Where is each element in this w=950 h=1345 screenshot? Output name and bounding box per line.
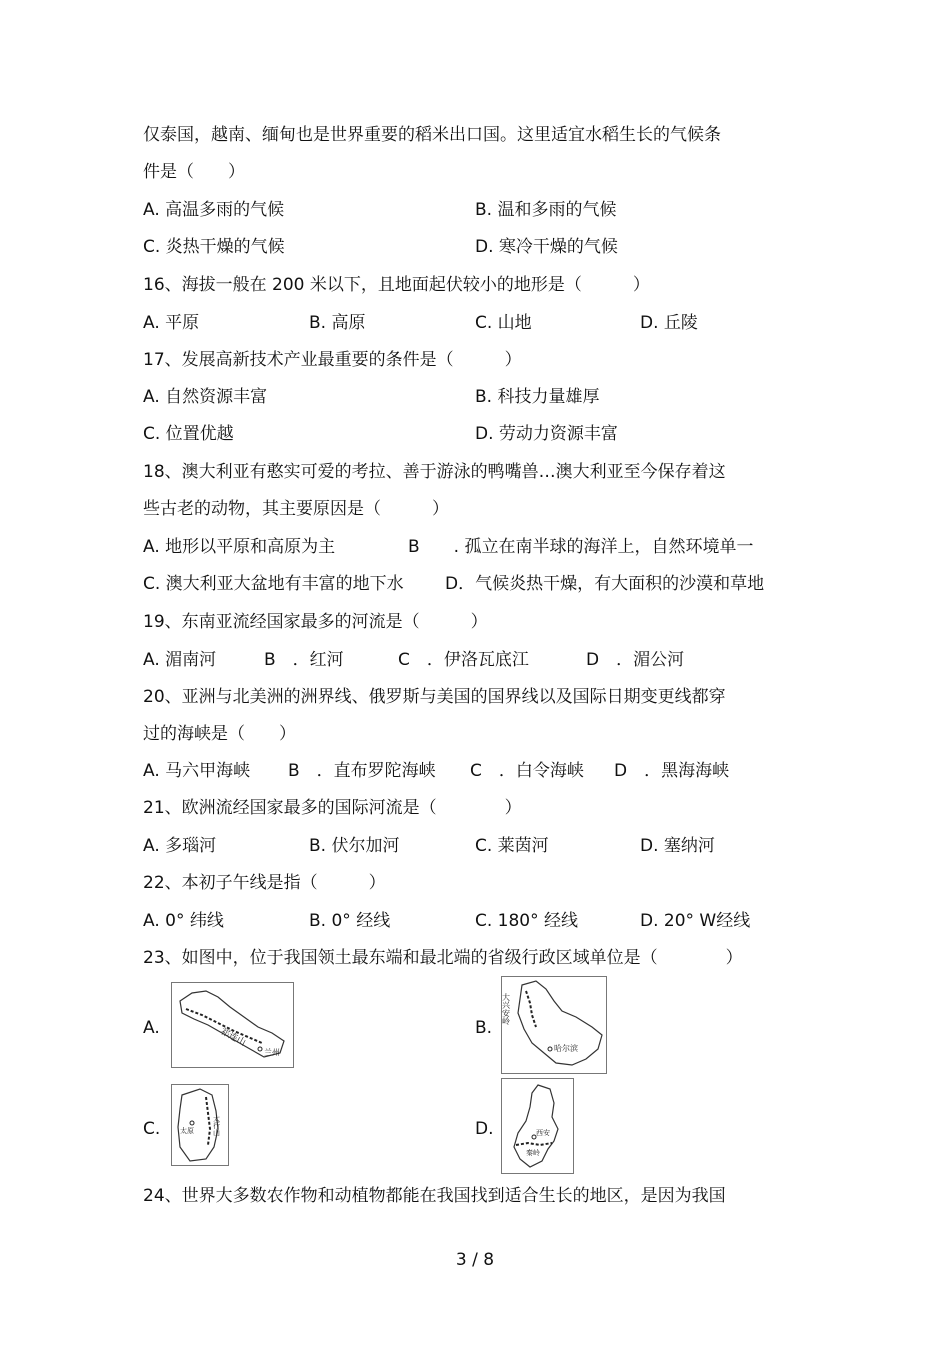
q18-option-b: B . 孤立在南半球的海洋上，自然环境单一 [408, 537, 754, 557]
q22-option-b: B. 0° 经线 [309, 911, 391, 931]
map-d-city-label: 西安 [536, 1130, 550, 1137]
q19-stem: 19、东南亚流经国家最多的河流是（ ） [143, 612, 488, 632]
q18-option-d: D．气候炎热干燥，有大面积的沙漠和草地 [445, 574, 765, 594]
q16-option-b: B. 高原 [309, 313, 366, 333]
q19-option-a: A. 湄南河 [143, 650, 217, 670]
q20-option-a: A. 马六甲海峡 [143, 761, 251, 781]
q17-option-d: D. 劳动力资源丰富 [475, 424, 618, 444]
q21-stem: 21、欧洲流经国家最多的国际河流是（ ） [143, 798, 522, 818]
map-c-mountain-label: 太行山 [212, 1115, 220, 1136]
q18-option-c: C. 澳大利亚大盆地有丰富的地下水 [143, 574, 404, 594]
map-b-heilongjiang [501, 976, 607, 1074]
q15-option-b: B. 温和多雨的气候 [475, 200, 617, 220]
q15-option-d: D. 寒冷干燥的气候 [475, 237, 618, 257]
gansu-map-figure [172, 983, 293, 1067]
q23-label-d: D. [475, 1119, 494, 1139]
map-d-shaanxi [501, 1078, 574, 1174]
heilongjiang-map-figure [502, 977, 606, 1073]
q22-stem: 22、本初子午线是指（ ） [143, 873, 386, 893]
q20-option-c: C ．白令海峡 [470, 761, 584, 781]
q23-label-c: C. [143, 1119, 161, 1139]
q17-stem: 17、发展高新技术产业最重要的条件是（ ） [143, 350, 522, 370]
map-c-shanxi [171, 1084, 229, 1166]
q16-stem: 16、海拔一般在 200 米以下，且地面起伏较小的地形是（ ） [143, 275, 650, 295]
q22-option-a: A. 0° 纬线 [143, 911, 224, 931]
map-d-mountain-label: 秦岭 [526, 1150, 540, 1157]
q18-stem-line1: 18、澳大利亚有憨实可爱的考拉、善于游泳的鸭嘴兽…澳大利亚至今保存着这 [143, 462, 726, 482]
q22-option-d: D. 20° W经线 [640, 911, 751, 931]
shaanxi-map-figure [502, 1079, 573, 1173]
q20-stem-line2: 过的海峡是（ ） [143, 724, 296, 744]
q19-option-b: B ．红河 [264, 650, 344, 670]
q21-option-a: A. 多瑙河 [143, 836, 217, 856]
map-b-city-label: 哈尔滨 [554, 1044, 578, 1053]
q20-stem-line1: 20、亚洲与北美洲的洲界线、俄罗斯与美国的国界线以及国际日期变更线都穿 [143, 687, 726, 707]
q17-option-c: C. 位置优越 [143, 424, 234, 444]
q17-option-b: B. 科技力量雄厚 [475, 387, 600, 407]
q20-option-b: B ．直布罗陀海峡 [288, 761, 436, 781]
q21-option-d: D. 塞纳河 [640, 836, 715, 856]
q19-option-c: C ．伊洛瓦底江 [398, 650, 529, 670]
q16-option-a: A. 平原 [143, 313, 200, 333]
map-a-gansu [171, 982, 294, 1068]
q23-label-a: A. [143, 1018, 160, 1038]
q16-option-c: C. 山地 [475, 313, 532, 333]
map-a-city-label: 兰州 [264, 1048, 280, 1057]
q23-stem: 23、如图中，位于我国领土最东端和最北端的省级行政区域单位是（ ） [143, 948, 743, 968]
q16-option-d: D. 丘陵 [640, 313, 698, 333]
q21-option-b: B. 伏尔加河 [309, 836, 400, 856]
q18-option-a: A. 地形以平原和高原为主 [143, 537, 336, 557]
map-b-mountain-label: 大兴安岭 [502, 993, 511, 1025]
shanxi-map-figure [172, 1085, 228, 1165]
q15-option-a: A. 高温多雨的气候 [143, 200, 285, 220]
q22-option-c: C. 180° 经线 [475, 911, 579, 931]
q21-option-c: C. 莱茵河 [475, 836, 549, 856]
map-c-city-label: 太原 [180, 1128, 194, 1135]
map-a-mountain-label: 祁连山 [219, 1025, 248, 1048]
q23-label-b: B. [475, 1018, 493, 1038]
q15-stem-line1: 仅泰国，越南、缅甸也是世界重要的稻米出口国。这里适宜水稻生长的气候条 [143, 125, 721, 145]
q15-stem-line2: 件是（ ） [143, 162, 245, 182]
q15-option-c: C. 炎热干燥的气候 [143, 237, 285, 257]
q19-option-d: D ．湄公河 [586, 650, 685, 670]
q24-stem-line1: 24、世界大多数农作物和动植物都能在我国找到适合生长的地区，是因为我国 [143, 1186, 726, 1206]
q17-option-a: A. 自然资源丰富 [143, 387, 268, 407]
page-number: 3 / 8 [455, 1250, 495, 1270]
q18-stem-line2: 些古老的动物，其主要原因是（ ） [143, 499, 449, 519]
q20-option-d: D ．黑海海峡 [614, 761, 730, 781]
